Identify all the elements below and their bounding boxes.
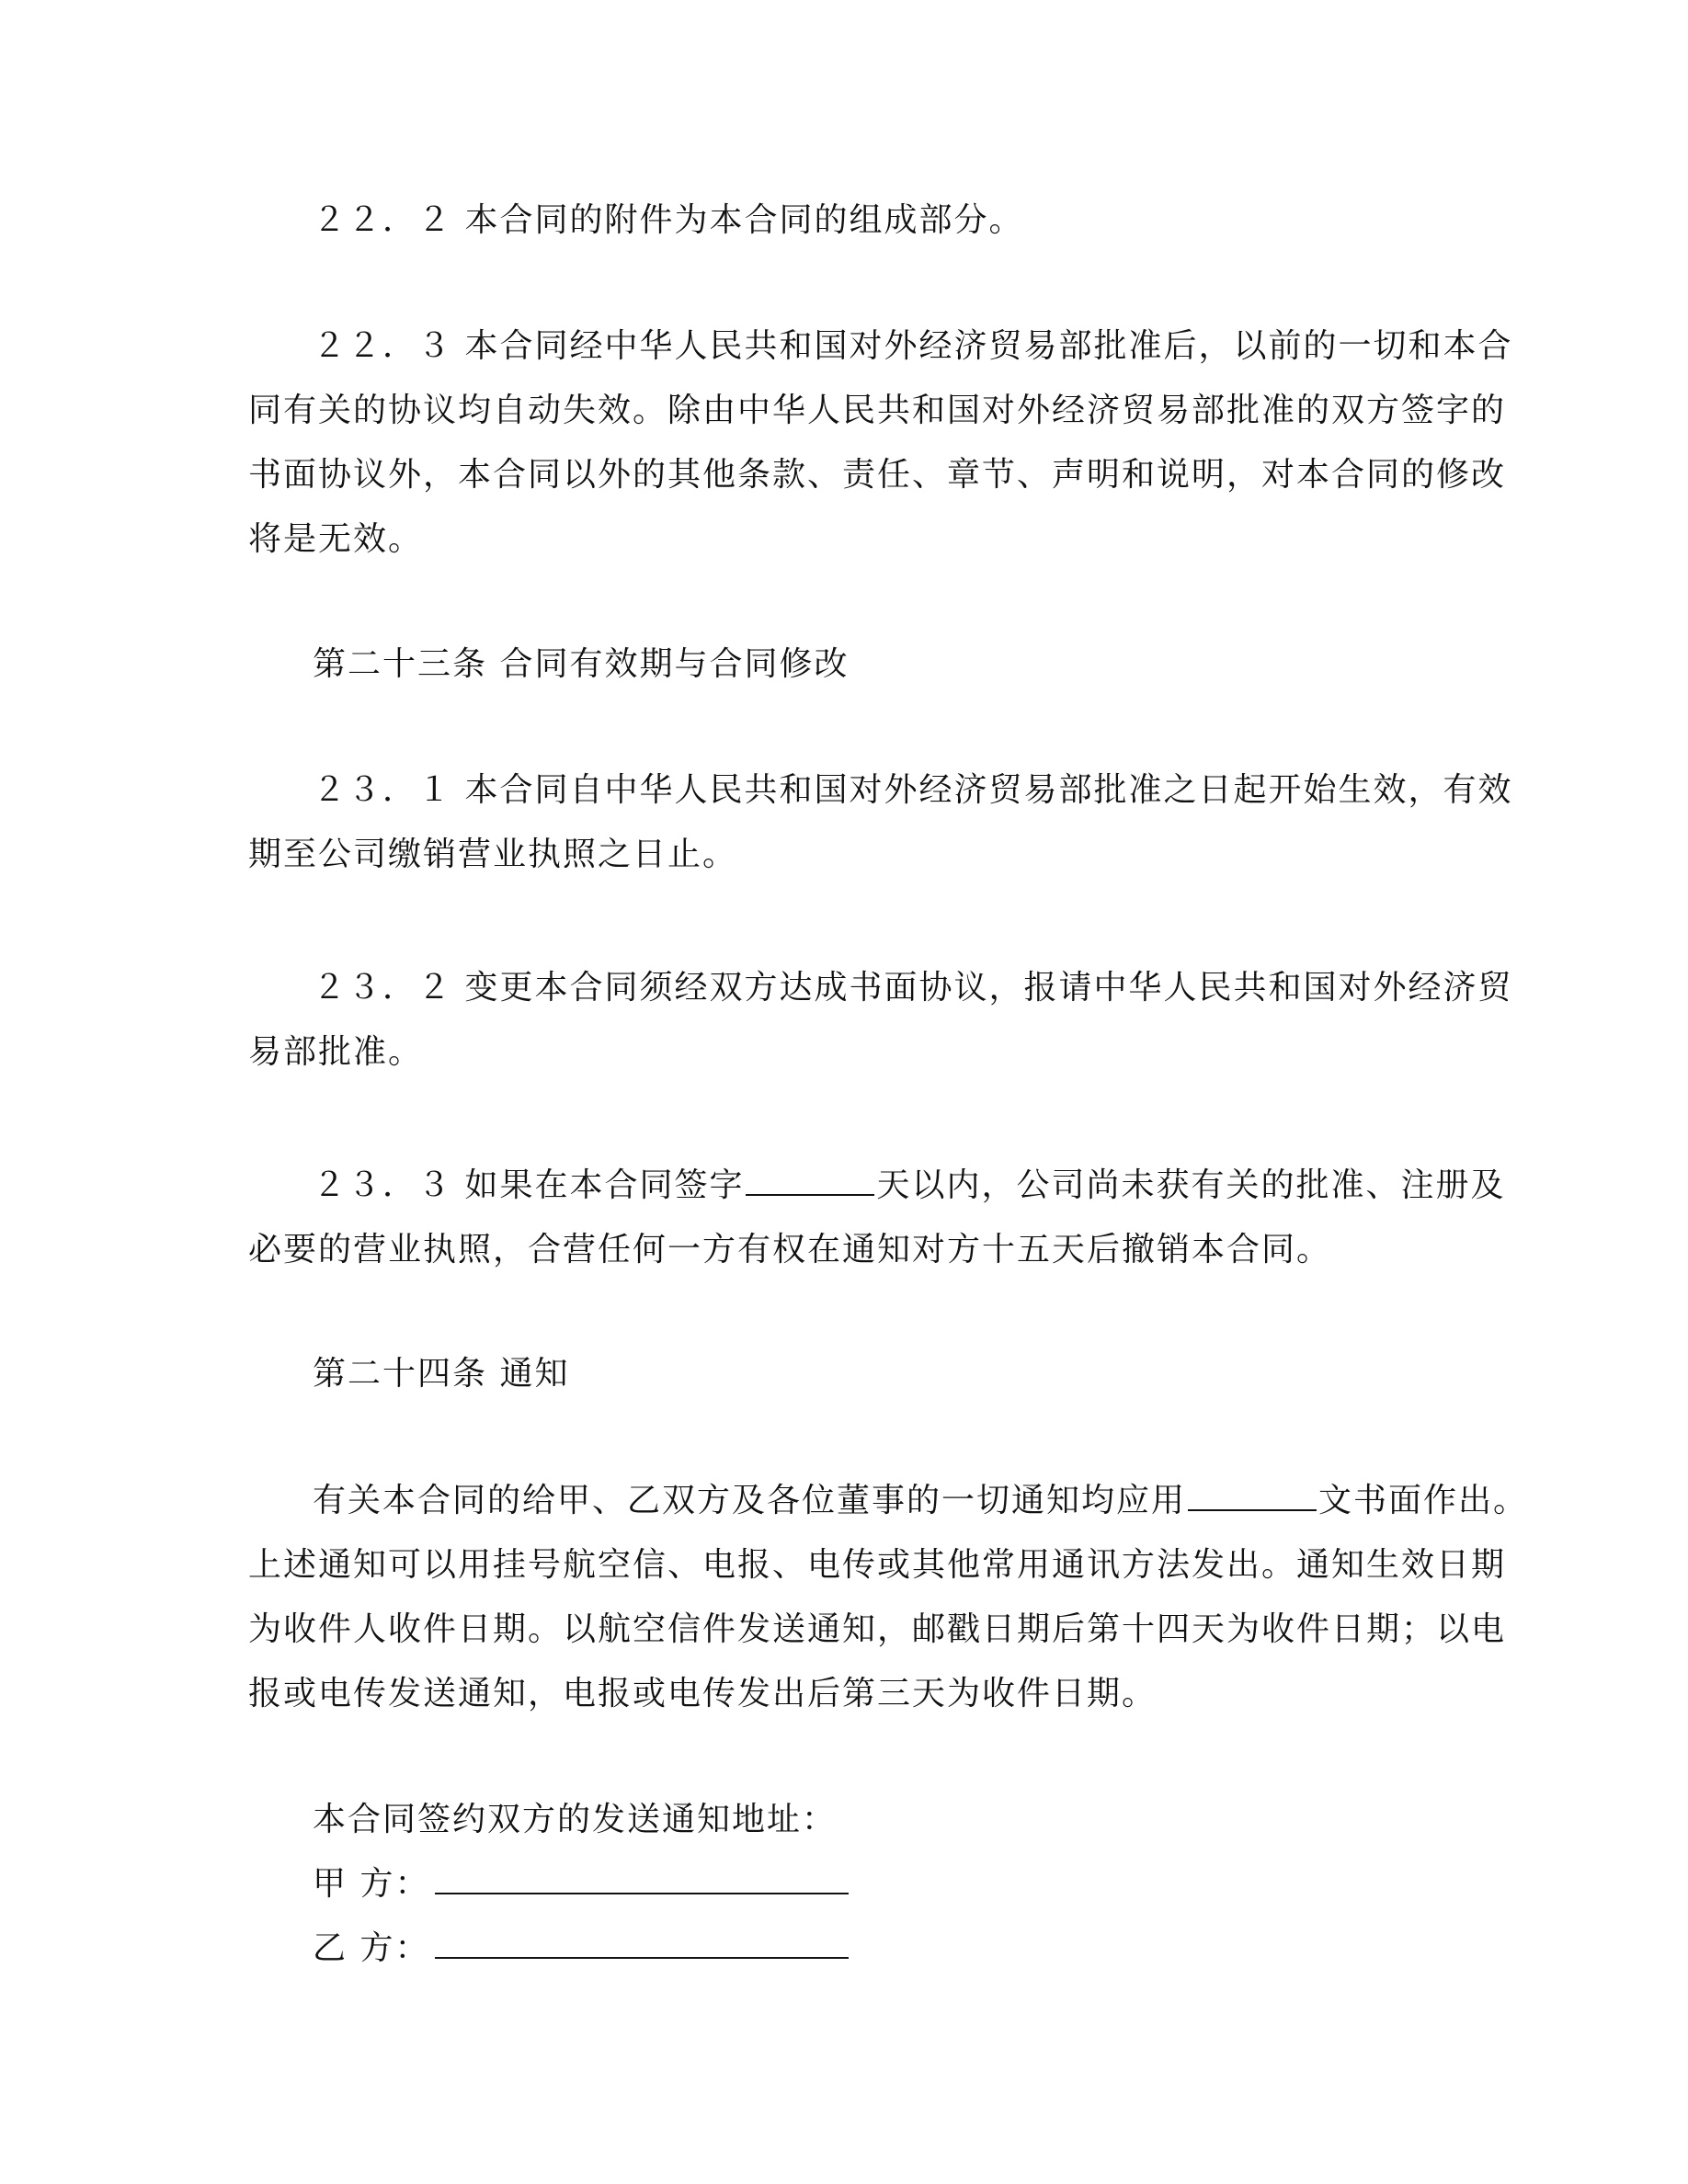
party-b-address-field[interactable] <box>435 1929 849 1959</box>
clause-24-line2: 上述通知可以用挂号航空信、电报、电传或其他常用通讯方法发出。通知生效日期 <box>248 1546 1507 1584</box>
article-24-heading: 第二十四条 通知 <box>313 1355 570 1393</box>
clause-23-1-line1: ２３．１ 本合同自中华人民共和国对外经济贸易部批准之日起开始生效，有效 <box>313 771 1513 809</box>
clause-23-3-text-after: 天以内，公司尚未获有关的批准、注册及 <box>876 1166 1506 1204</box>
party-b-row <box>313 1917 1440 1981</box>
clause-22-3-line1: ２２．３ 本合同经中华人民共和国对外经济贸易部批准后，以前的一切和本合 <box>313 327 1513 365</box>
days-blank-field[interactable] <box>746 1166 874 1196</box>
party-a-row <box>313 1852 1440 1917</box>
clause-22-2 <box>313 188 1440 253</box>
clause-22-3-line4: 将是无效。 <box>248 520 424 558</box>
clause-22-2-text: ２２．２ 本合同的附件为本合同的组成部分。 <box>313 201 1024 239</box>
address-intro: 本合同签约双方的发送通知地址： <box>313 1801 838 1838</box>
clause-22-3-line3: 书面协议外，本合同以外的其他条款、责任、章节、声明和说明，对本合同的修改 <box>248 456 1507 494</box>
party-a-label: 甲 方： <box>313 1865 430 1903</box>
clause-24-line1 <box>313 1469 1529 1533</box>
clause-24-text-after: 文书面作出。 <box>1318 1482 1529 1519</box>
clause-23-2-line1: ２３．２ 变更本合同须经双方达成书面协议，报请中华人民共和国对外经济贸 <box>313 969 1513 1007</box>
clause-22-3-line2: 同有关的协议均自动失效。除由中华人民共和国对外经济贸易部批准的双方签字的 <box>248 392 1507 429</box>
language-blank-field[interactable] <box>1188 1482 1317 1511</box>
party-b-label: 乙 方： <box>313 1929 430 1967</box>
clause-23-1-line2: 期至公司缴销营业执照之日止。 <box>248 836 738 873</box>
clause-23-3-line2: 必要的营业执照，合营任何一方有权在通知对方十五天后撤销本合同。 <box>248 1231 1332 1268</box>
clause-23-3-text-before: ２３．３ 如果在本合同签字 <box>313 1166 745 1204</box>
clause-23-2-line2: 易部批准。 <box>248 1033 424 1071</box>
clause-23-3-line1 <box>313 1154 1506 1218</box>
clause-24-text-before: 有关本合同的给甲、乙双方及各位董事的一切通知均应用 <box>313 1482 1187 1519</box>
clause-24-line4: 报或电传发送通知，电报或电传发出后第三天为收件日期。 <box>248 1675 1158 1712</box>
clause-24-line3: 为收件人收件日期。以航空信件发送通知，邮戳日期后第十四天为收件日期；以电 <box>248 1610 1507 1648</box>
article-23-heading: 第二十三条 合同有效期与合同修改 <box>313 645 850 683</box>
party-a-address-field[interactable] <box>435 1865 849 1894</box>
